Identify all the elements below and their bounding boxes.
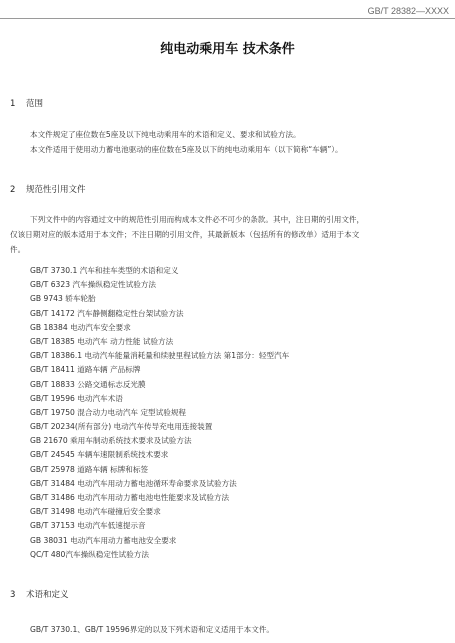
normative-intro-line-2: 仅该日期对应的版本适用于本文件；不注日期的引用文件，其最新版本（包括所有的修改单）适用于本文 [10, 230, 360, 239]
reference-item: GB/T 18411 道路车辆 产品标牌 [30, 365, 141, 375]
document-code: GB/T 28382—XXXX [367, 6, 449, 16]
reference-item: GB/T 25978 道路车辆 标牌和标签 [30, 464, 149, 474]
reference-item: GB 38031 电动汽车用动力蓄电池安全要求 [30, 535, 177, 545]
reference-item: GB/T 6323 汽车操纵稳定性试验方法 [30, 280, 156, 290]
reference-item: GB/T 37153 电动汽车低速提示音 [30, 521, 146, 531]
reference-list [30, 264, 289, 562]
reference-item: GB/T 31486 电动汽车用动力蓄电池电性能要求及试验方法 [30, 493, 230, 502]
section-title: 规范性引用文件 [26, 185, 86, 195]
section-2-heading [10, 183, 86, 195]
reference-item: GB/T 20234(所有部分) 电动汽车传导充电用连接装置 [30, 422, 213, 432]
section-number: 2 [10, 185, 16, 195]
section-number: 1 [10, 99, 16, 109]
scope-paragraph-2: 本文件适用于使用动力蓄电池驱动的座位数在5座及以下的纯电动乘用车（以下简称“车辆”）。 [30, 145, 343, 154]
reference-item: GB 9743 轿车轮胎 [30, 294, 96, 304]
reference-item: GB/T 3730.1 汽车和挂车类型的术语和定义 [30, 266, 179, 275]
header-divider [0, 18, 455, 19]
reference-item: GB/T 18386.1 电动汽车能量消耗量和续驶里程试验方法 第1部分：轻型汽车 [30, 351, 290, 361]
section-3-heading [10, 588, 69, 600]
reference-item: GB/T 19750 混合动力电动汽车 定型试验规程 [30, 407, 187, 417]
terms-paragraph: GB/T 3730.1、GB/T 19596界定的以及下列术语和定义适用于本文件。 [30, 625, 275, 634]
reference-item: GB/T 18385 电动汽车 动力性能 试验方法 [30, 336, 174, 346]
section-1-heading [10, 97, 43, 109]
reference-item: GB/T 31484 电动汽车用动力蓄电池循环寿命要求及试验方法 [30, 478, 237, 488]
section-number: 3 [10, 590, 16, 600]
reference-item: GB/T 24545 车辆车速限制系统技术要求 [30, 450, 169, 460]
reference-item: GB 18384 电动汽车安全要求 [30, 322, 131, 332]
reference-item: GB/T 18833 公路交通标志反光膜 [30, 379, 146, 389]
section-title: 术语和定义 [26, 590, 69, 600]
reference-item: GB 21670 乘用车制动系统技术要求及试验方法 [30, 436, 192, 446]
document-title: 纯电动乘用车 技术条件 [160, 42, 295, 57]
reference-item: GB/T 14172 汽车静侧翻稳定性台架试验方法 [30, 308, 184, 318]
normative-intro-line-3: 件。 [10, 245, 26, 254]
reference-item: GB/T 31498 电动汽车碰撞后安全要求 [30, 507, 161, 517]
section-title: 范围 [26, 99, 44, 109]
reference-item: GB/T 19596 电动汽车术语 [30, 393, 123, 403]
scope-paragraph-1: 本文件规定了座位数在5座及以下纯电动乘用车的术语和定义、要求和试验方法。 [30, 130, 301, 139]
reference-item: QC/T 480汽车操纵稳定性试验方法 [30, 549, 149, 559]
normative-intro-line-1: 下列文件中的内容通过文中的规范性引用而构成本文件必不可少的条款。其中，注日期的引用文件， [30, 215, 365, 224]
